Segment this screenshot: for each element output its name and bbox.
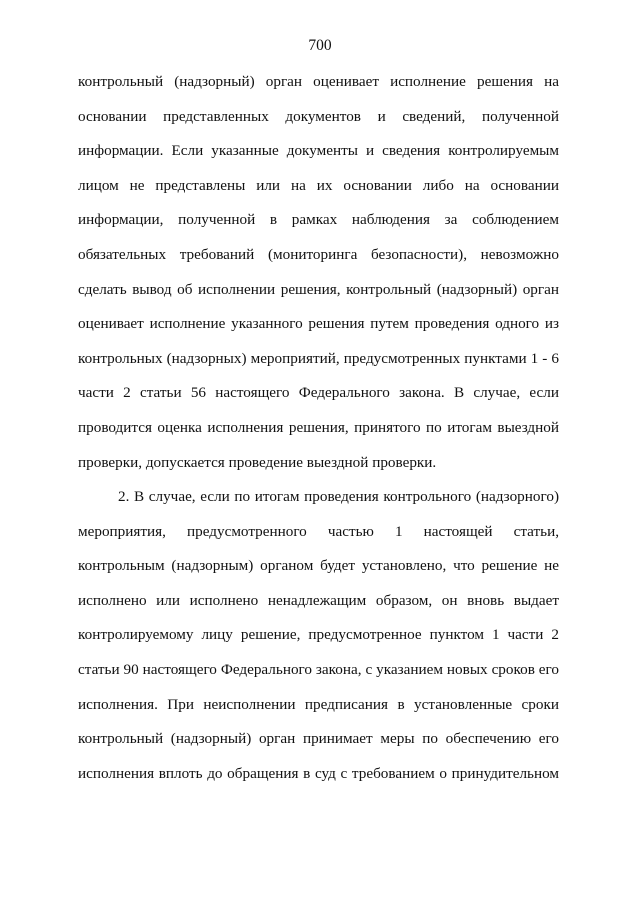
text-line: оценивает исполнение указанного решения путем проведения одного из xyxy=(78,315,559,333)
paragraph-2 xyxy=(78,480,559,791)
page-number: 700 xyxy=(308,37,332,54)
text-line: мероприятия, предусмотренного частью 1 настоящей статьи, xyxy=(78,522,559,540)
text-line: контрольный (надзорный) орган оценивает исполнение решения на xyxy=(78,73,559,90)
text-line: исполнения вплоть до обращения в суд с требованием о принудительном xyxy=(78,764,559,782)
text-line: исполнения. При неисполнении предписания в установленные сроки xyxy=(78,695,559,713)
text-line: контрольным (надзорным) органом будет установлено, что решение не xyxy=(78,557,559,575)
text-line: проверки, допускается проведение выездной проверки. xyxy=(78,453,437,471)
text-line: части 2 статьи 56 настоящего Федерального закона. В случае, если xyxy=(78,384,559,402)
text-line: обязательных требований (мониторинга безопасности), невозможно xyxy=(78,245,559,263)
paragraph-continued xyxy=(78,65,559,480)
text-line: информации. Если указанные документы и сведения контролируемым xyxy=(78,142,559,160)
text-line: лицом не представлены или на их основании либо на основании xyxy=(78,176,559,194)
text-line: информации, полученной в рамках наблюдения за соблюдением xyxy=(78,211,559,229)
text-line: контрольных (надзорных) мероприятий, предусмотренных пунктами 1 - 6 xyxy=(78,349,559,367)
text-line: контролируемому лицу решение, предусмотренное пунктом 1 части 2 xyxy=(78,626,559,644)
text-line: 2. В случае, если по итогам проведения контрольного (надзорного) xyxy=(118,488,559,505)
text-line: исполнено или исполнено ненадлежащим образом, он вновь выдает xyxy=(78,591,559,609)
text-line: сделать вывод об исполнении решения, контрольный (надзорный) орган xyxy=(78,280,559,298)
text-line: основании представленных документов и сведений, полученной xyxy=(78,107,559,125)
text-line: проводится оценка исполнения решения, принятого по итогам выездной xyxy=(78,418,559,436)
text-line: контрольный (надзорный) орган принимает меры по обеспечению его xyxy=(78,730,559,748)
text-line: статьи 90 настоящего Федерального закона, с указанием новых сроков его xyxy=(78,660,559,678)
